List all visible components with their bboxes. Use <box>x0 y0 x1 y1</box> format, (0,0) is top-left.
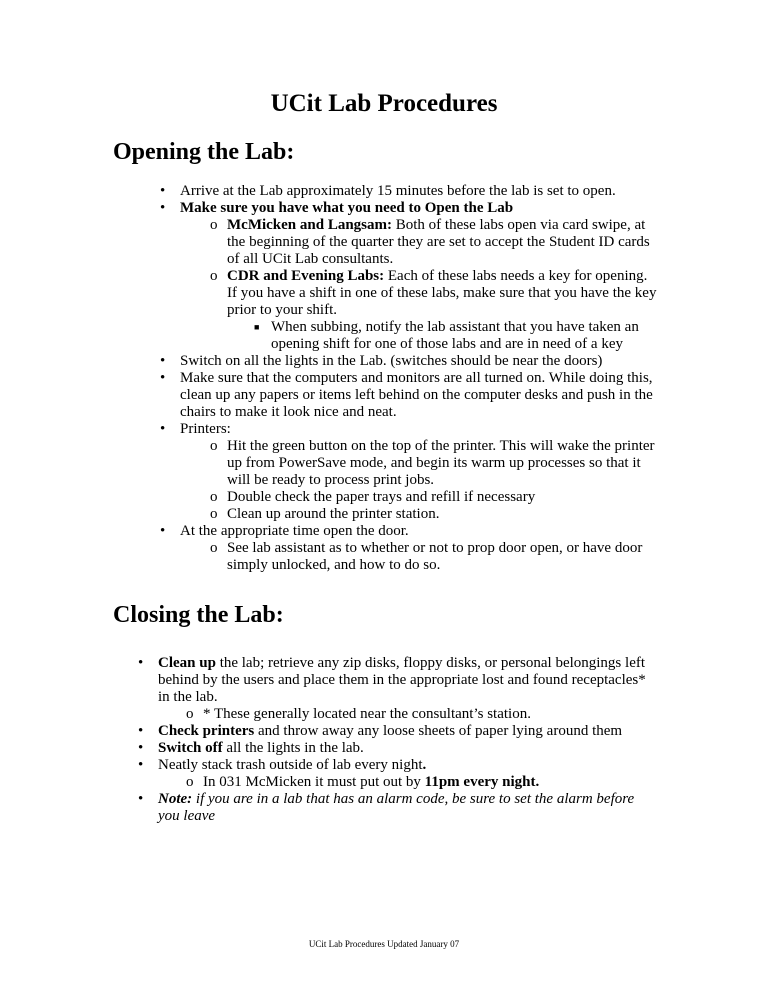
list-item: o Clean up around the printer station. <box>210 506 440 522</box>
circle-bullet-icon: o <box>210 217 218 233</box>
bullet-icon: • <box>160 353 166 369</box>
opening-heading: Opening the Lab: <box>113 139 295 165</box>
circle-bullet-icon: o <box>210 540 218 556</box>
bullet-icon: • <box>160 421 166 437</box>
bullet-icon: • <box>138 740 144 756</box>
list-item: o * These generally located near the consultant’s station. <box>186 706 531 722</box>
circle-bullet-icon: o <box>186 706 194 722</box>
opening-list <box>160 183 660 574</box>
circle-bullet-icon: o <box>210 489 218 505</box>
list-item: • Make sure that the computers and monitors are all turned on. While doing this, clean up any papers or items left behind on the computer desks and push in the chairs to make it look nice and neat. <box>160 370 653 420</box>
list-item: o Hit the green button on the top of the printer. This will wake the printer up from PowerSave mode, and begin its warm up processes so that it will be ready to process print jobs. <box>210 438 655 488</box>
bullet-icon: • <box>138 723 144 739</box>
bullet-icon: • <box>160 523 166 539</box>
list-item: • Switch on all the lights in the Lab. (switches should be near the doors) <box>160 353 603 369</box>
list-item: • Clean up the lab; retrieve any zip disks, floppy disks, or personal belongings left behind by the users and place them in the appropriate lost and found receptacles* in the lab. <box>138 655 646 705</box>
bullet-icon: • <box>160 200 166 216</box>
list-item: o McMicken and Langsam: Both of these labs open via card swipe, at the beginning of the quarter they are set to accept the Student ID cards of all UCit Lab consultants. <box>210 217 650 267</box>
page-footer: UCit Lab Procedures Updated January 07 <box>308 939 460 949</box>
list-item: • Check printers and throw away any loose sheets of paper lying around them <box>138 723 623 739</box>
closing-list <box>138 655 650 825</box>
list-item: • At the appropriate time open the door. <box>160 523 409 539</box>
list-item: • Arrive at the Lab approximately 15 minutes before the lab is set to open. <box>160 183 616 199</box>
circle-bullet-icon: o <box>210 506 218 522</box>
bullet-icon: • <box>138 791 144 807</box>
document-title: UCit Lab Procedures <box>270 90 498 117</box>
list-item: ■ When subbing, notify the lab assistant that you have taken an opening shift for one of those labs and are in need of a key <box>254 319 639 352</box>
list-item: • Make sure you have what you need to Open the Lab <box>160 200 514 216</box>
list-item: • Note: if you are in a lab that has an alarm code, be sure to set the alarm before you leave <box>138 791 635 824</box>
square-bullet-icon: ■ <box>254 322 260 332</box>
list-item: • Switch off all the lights in the lab. <box>138 740 364 756</box>
list-item: • Printers: <box>160 421 231 437</box>
closing-heading: Closing the Lab: <box>113 602 284 628</box>
bullet-icon: • <box>160 370 166 386</box>
list-item: o In 031 McMicken it must put out by 11pm every night. <box>186 774 540 790</box>
bullet-icon: • <box>160 183 166 199</box>
bullet-icon: • <box>138 757 144 773</box>
list-item: o Double check the paper trays and refill if necessary <box>210 489 536 505</box>
circle-bullet-icon: o <box>186 774 194 790</box>
list-item: • Neatly stack trash outside of lab every night. <box>138 757 427 773</box>
list-item: o CDR and Evening Labs: Each of these labs needs a key for opening. If you have a shift in one of these labs, make sure that you have the key prior to your shift. <box>210 268 657 318</box>
list-item: o See lab assistant as to whether or not to prop door open, or have door simply unlocked, and how to do so. <box>210 540 643 573</box>
bullet-icon: • <box>138 655 144 671</box>
circle-bullet-icon: o <box>210 268 218 284</box>
circle-bullet-icon: o <box>210 438 218 454</box>
